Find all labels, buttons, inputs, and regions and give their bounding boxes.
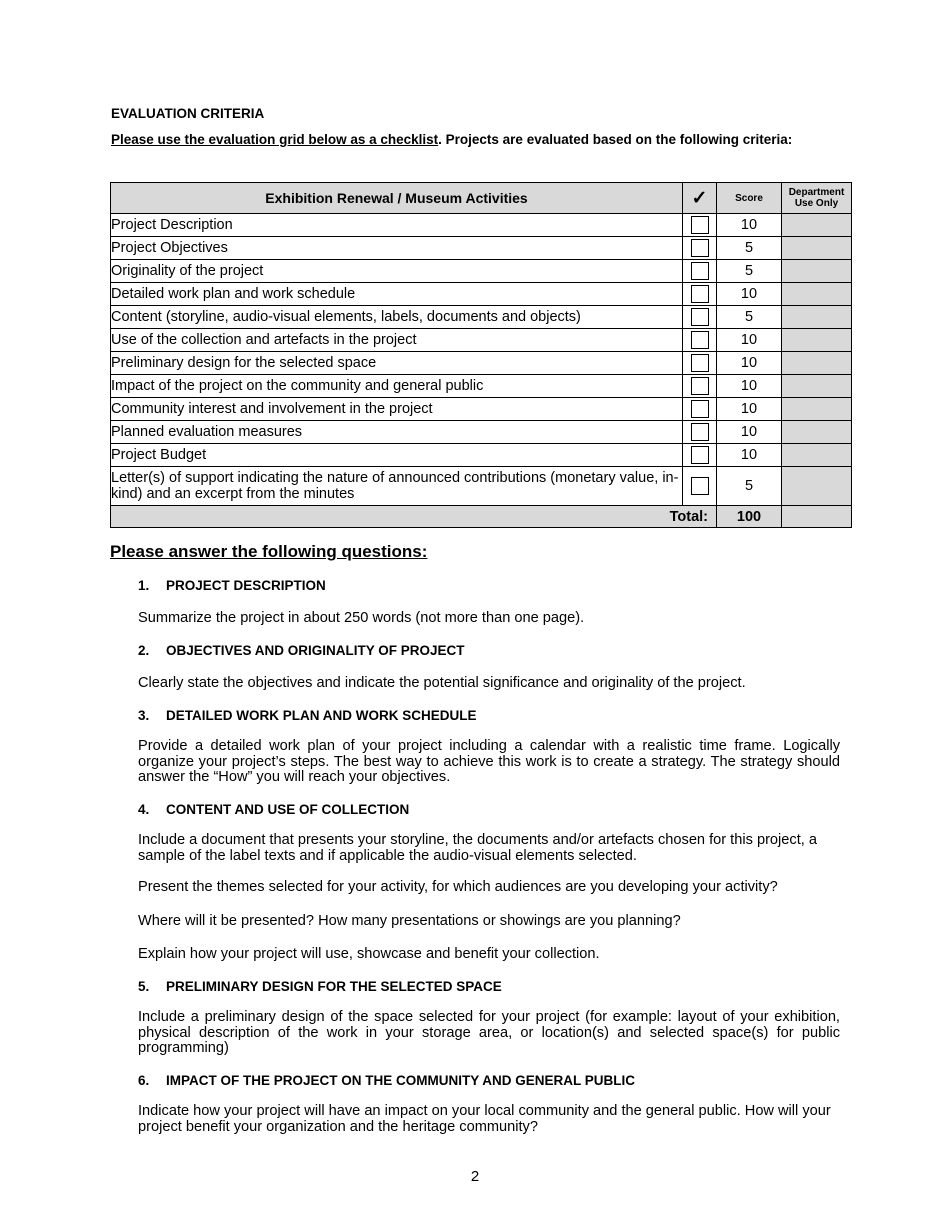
question-paragraph: Indicate how your project will have an impact on your local community and the general public. How will your project benefit your organization and the heritage community? <box>138 1103 831 1135</box>
table-row <box>111 283 852 306</box>
criterion-score: 10 <box>717 444 782 467</box>
criterion-checkbox[interactable] <box>691 377 709 395</box>
question-number: 5. <box>138 979 150 994</box>
criterion-label: Content (storyline, audio-visual elements, labels, documents and objects) <box>111 306 683 329</box>
criterion-label: Originality of the project <box>111 260 683 283</box>
department-header-line1: Department <box>788 187 845 198</box>
question-paragraph: Include a document that presents your storyline, the documents and/or artefacts chosen for this project, a sample of the label texts and if applicable the audio-visual elements selected. <box>138 832 817 864</box>
question-number: 6. <box>138 1073 150 1088</box>
intro-text <box>111 132 792 147</box>
criterion-label: Planned evaluation measures <box>111 421 683 444</box>
table-row <box>111 237 852 260</box>
criterion-score: 10 <box>717 421 782 444</box>
criterion-checkbox[interactable] <box>691 262 709 280</box>
question-heading <box>138 578 326 593</box>
criterion-score: 5 <box>717 237 782 260</box>
question-paragraph: Clearly state the objectives and indicate the potential significance and originality of the project. <box>138 675 746 691</box>
table-row <box>111 421 852 444</box>
question-paragraph: Include a preliminary design of the space selected for your project (for example: layout of your exhibition, physical description of the work in your storage area, or location(s) and selected space(s) for public programming) <box>138 1009 840 1056</box>
intro-rest: . Projects are evaluated based on the following criteria: <box>438 132 793 147</box>
checkmark-header-icon: ✓ <box>683 183 717 214</box>
criterion-checkbox[interactable] <box>691 285 709 303</box>
table-row <box>111 467 852 506</box>
criterion-label: Project Objectives <box>111 237 683 260</box>
department-use-cell <box>782 506 852 528</box>
criterion-score: 10 <box>717 398 782 421</box>
department-use-cell <box>782 467 852 506</box>
question-heading <box>138 1073 635 1088</box>
table-row <box>111 214 852 237</box>
department-use-cell <box>782 421 852 444</box>
question-title: CONTENT AND USE OF COLLECTION <box>166 802 410 817</box>
criterion-checkbox[interactable] <box>691 423 709 441</box>
criterion-checkbox[interactable] <box>691 216 709 234</box>
question-title: PROJECT DESCRIPTION <box>166 578 326 593</box>
question-title: PRELIMINARY DESIGN FOR THE SELECTED SPACE <box>166 979 502 994</box>
table-row <box>111 260 852 283</box>
question-title: OBJECTIVES AND ORIGINALITY OF PROJECT <box>166 643 465 658</box>
department-use-cell <box>782 398 852 421</box>
question-title: IMPACT OF THE PROJECT ON THE COMMUNITY AND GENERAL PUBLIC <box>166 1073 636 1088</box>
total-label: Total: <box>111 506 717 528</box>
criterion-label: Community interest and involvement in the project <box>111 398 683 421</box>
question-paragraph: Where will it be presented? How many presentations or showings are you planning? <box>138 913 681 929</box>
department-use-cell <box>782 214 852 237</box>
department-header-line2: Use Only <box>794 198 839 209</box>
question-number: 1. <box>138 578 150 593</box>
criterion-score: 5 <box>717 467 782 506</box>
criterion-checkbox[interactable] <box>691 239 709 257</box>
table-row <box>111 398 852 421</box>
criterion-label: Project Description <box>111 214 683 237</box>
question-paragraph: Summarize the project in about 250 words (not more than one page). <box>138 610 585 626</box>
question-number: 4. <box>138 802 150 817</box>
department-use-cell <box>782 375 852 398</box>
table-row <box>111 329 852 352</box>
question-paragraph: Explain how your project will use, showcase and benefit your collection. <box>138 946 600 962</box>
question-paragraph: Present the themes selected for your activity, for which audiences are you developing your activity? <box>138 879 778 895</box>
score-header: Score <box>717 183 782 214</box>
department-use-cell <box>782 444 852 467</box>
total-value: 100 <box>717 506 782 528</box>
department-use-cell <box>782 306 852 329</box>
criterion-checkbox[interactable] <box>691 354 709 372</box>
criterion-checkbox[interactable] <box>691 446 709 464</box>
table-row <box>111 375 852 398</box>
page-number: 2 <box>470 1168 480 1185</box>
table-row <box>111 444 852 467</box>
table-row <box>111 352 852 375</box>
question-paragraph: Provide a detailed work plan of your project including a calendar with a realistic time frame. Logically organize your project’s steps. The best way to achieve this work is to create a strategy. The strategy should answer the “How” you will reach your objectives. <box>138 738 840 785</box>
criterion-score: 10 <box>717 214 782 237</box>
department-header <box>782 183 852 214</box>
table-row <box>111 306 852 329</box>
intro-underlined: Please use the evaluation grid below as a checklist <box>111 132 439 147</box>
criterion-label: Project Budget <box>111 444 683 467</box>
question-heading <box>138 979 502 994</box>
questions-title: Please answer the following questions: <box>110 542 428 561</box>
department-use-cell <box>782 237 852 260</box>
criterion-label: Impact of the project on the community and general public <box>111 375 683 398</box>
criterion-score: 10 <box>717 329 782 352</box>
evaluation-grid <box>110 182 852 528</box>
department-use-cell <box>782 283 852 306</box>
criteria-header: Exhibition Renewal / Museum Activities <box>111 183 683 214</box>
criterion-score: 10 <box>717 283 782 306</box>
criterion-score: 5 <box>717 260 782 283</box>
question-number: 3. <box>138 708 150 723</box>
total-row <box>111 506 852 528</box>
criterion-label: Letter(s) of support indicating the nature of announced contributions (monetary value, in-kind) and an excerpt from the minutes <box>111 467 683 506</box>
question-heading <box>138 802 409 817</box>
criterion-label: Preliminary design for the selected space <box>111 352 683 375</box>
department-use-cell <box>782 352 852 375</box>
criterion-checkbox[interactable] <box>691 400 709 418</box>
criterion-score: 10 <box>717 352 782 375</box>
criterion-checkbox[interactable] <box>691 331 709 349</box>
criterion-score: 10 <box>717 375 782 398</box>
question-heading <box>138 643 465 658</box>
criterion-checkbox[interactable] <box>691 477 709 495</box>
criterion-label: Detailed work plan and work schedule <box>111 283 683 306</box>
criterion-checkbox[interactable] <box>691 308 709 326</box>
criterion-score: 5 <box>717 306 782 329</box>
grid-header-row <box>111 183 852 214</box>
criterion-label: Use of the collection and artefacts in the project <box>111 329 683 352</box>
department-use-cell <box>782 329 852 352</box>
section-heading: EVALUATION CRITERIA <box>111 106 265 121</box>
department-use-cell <box>782 260 852 283</box>
question-title: DETAILED WORK PLAN AND WORK SCHEDULE <box>166 708 477 723</box>
question-heading <box>138 708 477 723</box>
question-number: 2. <box>138 643 150 658</box>
